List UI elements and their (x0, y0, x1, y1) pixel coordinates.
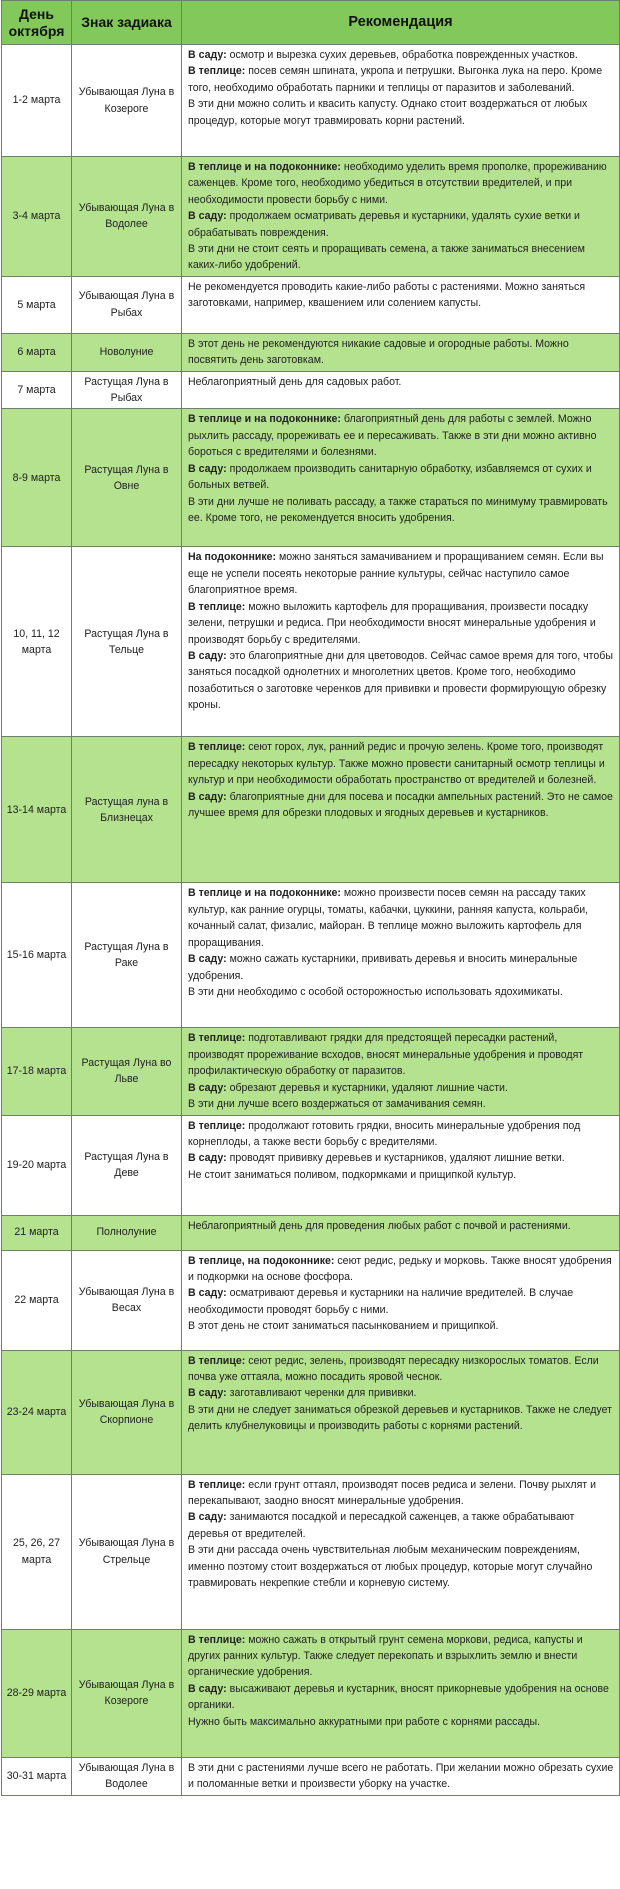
header-recommendation: Рекомендация (182, 1, 620, 45)
moon-sign-cell: Растущая Луна в Раке (72, 883, 182, 1028)
recommendation-paragraph (188, 599, 614, 648)
moon-sign-cell: Полнолуние (72, 1215, 182, 1250)
recommendation-text: продолжают готовить грядки, вносить минеральные удобрения под корнеплоды, а также вести борьбу с вредителями. (188, 1119, 581, 1148)
recommendation-cell (182, 333, 620, 371)
section-label: В саду: (188, 462, 227, 475)
table-row (2, 737, 620, 883)
table-row (2, 547, 620, 737)
recommendation-paragraph (188, 648, 614, 714)
table-row (2, 1250, 620, 1350)
recommendation-paragraph (188, 1167, 614, 1183)
recommendation-paragraph (188, 885, 614, 951)
recommendation-paragraph (188, 1150, 614, 1166)
recommendation-text: осматривают деревья и кустарники на наличие вредителей. В случае необходимости проводят борьбу с ними. (188, 1287, 574, 1316)
day-cell: 7 марта (2, 371, 72, 409)
recommendation-paragraph (188, 63, 614, 96)
moon-sign-cell: Убывающая Луна в Водолее (72, 1757, 182, 1795)
recommendation-text: В эти дни с растениями лучше всего не работать. При желании можно обрезать сухие и поломанные ветки и произвести уборку на участке. (188, 1761, 614, 1790)
recommendation-paragraph (188, 1509, 614, 1542)
recommendation-text: сеют горох, лук, ранний редис и прочую зелень. Кроме того, производят пересадку некоторых культур. Также можно провести санитарный осмотр теплицы и культур и при необходимости обработать пространство от вредителей и болезней. (188, 741, 605, 787)
section-label: В саду: (188, 1511, 227, 1524)
section-label: В саду: (188, 210, 227, 223)
recommendation-paragraph (188, 1385, 614, 1401)
recommendation-cell (182, 1629, 620, 1757)
section-label: В теплице и на подоконнике: (188, 887, 341, 900)
recommendation-cell (182, 371, 620, 409)
recommendation-text: посев семян шпината, укропа и петрушки. Выгонка лука на перо. Кроме того, необходимо обработать парники и теплицы от паразитов и заболеваний. (188, 65, 603, 94)
recommendation-text: Неблагоприятный день для проведения любых работ с почвой и растениями. (188, 1219, 571, 1232)
moon-sign-cell: Убывающая Луна в Козероге (72, 1629, 182, 1757)
moon-sign-cell: Убывающая Луна в Скорпионе (72, 1350, 182, 1474)
recommendation-paragraph (188, 739, 614, 788)
table-row (2, 1474, 620, 1629)
table-row (2, 276, 620, 333)
recommendation-cell (182, 883, 620, 1028)
moon-sign-cell: Новолуние (72, 333, 182, 371)
recommendation-text: В эти дни лучше не поливать рассаду, а также стараться по минимуму травмировать ее. Кроме того, не рекомендуется вносить удобрения. (188, 495, 608, 524)
recommendation-cell (182, 276, 620, 333)
section-label: В теплице, на подоконнике: (188, 1254, 335, 1267)
day-cell: 21 марта (2, 1215, 72, 1250)
moon-sign-cell: Растущая луна в Близнецах (72, 737, 182, 883)
recommendation-text: продолжаем производить санитарную обработку, избавляемся от сухих и больных ветвей. (188, 462, 592, 492)
table-row (2, 409, 620, 547)
recommendation-text: В эти дни необходимо с особой осторожностью использовать ядохимикаты. (188, 985, 563, 998)
day-cell: 22 марта (2, 1250, 72, 1350)
table-row (2, 333, 620, 371)
day-cell: 28-29 марта (2, 1629, 72, 1757)
section-label: В теплице: (188, 1354, 246, 1367)
section-label: В саду: (188, 1152, 227, 1165)
section-label: В теплице и на подоконнике: (188, 161, 341, 173)
recommendation-text: это благоприятные дни для цветоводов. Сейчас самое время для того, чтобы заняться посадкой однолетних и многолетних цветов. Кроме того, необходимо позаботиться о заготовке черенков для прививки и провести формирующую обрезку кроны. (188, 649, 613, 712)
day-cell: 15-16 марта (2, 883, 72, 1028)
recommendation-text: обрезают деревья и кустарники, удаляют лишние части. (226, 1081, 508, 1094)
day-cell: 5 марта (2, 276, 72, 333)
recommendation-text: проводят прививку деревьев и кустарников, удаляют лишние ветки. (226, 1152, 565, 1165)
table-row (2, 1215, 620, 1250)
section-label: В саду: (188, 49, 227, 61)
recommendation-paragraph (188, 984, 614, 1000)
moon-sign-cell: Убывающая Луна в Козероге (72, 45, 182, 157)
recommendation-paragraph (188, 411, 614, 460)
day-cell: 17-18 марта (2, 1028, 72, 1115)
day-cell: 19-20 марта (2, 1115, 72, 1215)
recommendation-text: В эти дни не следует заниматься обрезкой деревьев и кустарников. Также не следует делить клубнелуковицы и производить работы с корнями растений. (188, 1403, 613, 1433)
recommendation-paragraph (188, 1632, 614, 1681)
recommendation-paragraph (188, 1118, 614, 1151)
recommendation-paragraph (188, 461, 614, 494)
recommendation-text: Не рекомендуется проводить какие-либо работы с растениями. Можно заняться заготовками, например, квашением или солением капусты. (188, 280, 586, 310)
recommendation-cell (182, 45, 620, 157)
recommendation-paragraph (188, 1218, 614, 1234)
recommendation-paragraph (188, 1096, 614, 1112)
recommendation-paragraph (188, 279, 614, 312)
moon-sign-cell: Растущая Луна в Деве (72, 1115, 182, 1215)
section-label: В теплице: (188, 741, 246, 754)
day-cell: 3-4 марта (2, 157, 72, 277)
header-row (2, 1, 620, 45)
recommendation-text: можно выложить картофель для проращивания, произвести посадку зелени, петрушки и редиса. При необходимости вносят минеральные удобрения и производят борьбу с вредителями. (188, 600, 596, 646)
moon-sign-cell: Убывающая Луна в Весах (72, 1250, 182, 1350)
table-row (2, 1757, 620, 1795)
recommendation-paragraph (188, 336, 614, 369)
recommendation-paragraph (188, 789, 614, 822)
recommendation-paragraph (188, 549, 614, 598)
section-label: В теплице: (188, 1032, 246, 1045)
section-label: В теплице: (188, 1119, 246, 1132)
moon-calendar-table (1, 0, 620, 1796)
recommendation-text: сеют редис, редьку и морковь. Также вносят удобрения и подкормки на основе фосфора. (188, 1254, 612, 1283)
recommendation-text: необходимо уделить время прополке, прореживанию саженцев. Кроме того, необходимо убедиться в отсутствии вредителей, и при необходимости провести борьбу с ними. (188, 161, 607, 206)
recommendation-paragraph (188, 374, 614, 390)
recommendation-cell (182, 1757, 620, 1795)
recommendation-paragraph (188, 951, 614, 984)
section-label: В саду: (188, 1682, 227, 1695)
section-label: В саду: (188, 790, 227, 803)
recommendation-paragraph (188, 1030, 614, 1079)
table-row (2, 883, 620, 1028)
section-label: В саду: (188, 1287, 227, 1300)
day-cell: 25, 26, 27 марта (2, 1474, 72, 1629)
recommendation-paragraph (188, 1402, 614, 1435)
recommendation-text: подготавливают грядки для предстоящей пересадки растений, производят прореживание всходов, вносят минеральные удобрения и проводят профилактическую обработку от паразитов. (188, 1032, 584, 1078)
recommendation-cell (182, 1028, 620, 1115)
moon-sign-cell: Убывающая Луна в Водолее (72, 157, 182, 277)
recommendation-cell (182, 1474, 620, 1629)
recommendation-paragraph (188, 1080, 614, 1096)
recommendation-paragraph (188, 1353, 614, 1386)
day-cell: 23-24 марта (2, 1350, 72, 1474)
section-label: В теплице: (188, 1633, 246, 1646)
day-cell: 10, 11, 12 марта (2, 547, 72, 737)
recommendation-text: В этот день не стоит заниматься пасынкованием и прищипкой. (188, 1320, 499, 1333)
recommendation-text: можно сажать в открытый грунт семена моркови, редиса, капусты и других ранних культур. Также следует перекопать и взрыхлить землю и внести органические удобрения. (188, 1633, 583, 1679)
recommendation-paragraph (188, 241, 614, 274)
recommendation-cell (182, 737, 620, 883)
recommendation-text: благоприятные дни для посева и посадки ампельных растений. Это не самое лучшее время для обрезки плодовых и ягодных деревьев и кустарников. (188, 790, 613, 820)
recommendation-paragraph (188, 47, 614, 63)
recommendation-text: В эти дни не стоит сеять и проращивать семена, а также заниматься внесением каких-либо удобрений. (188, 243, 585, 272)
table-row (2, 1028, 620, 1115)
recommendation-text: продолжаем осматривать деревья и кустарники, удалять сухие ветки и обрабатывать повреждения. (188, 210, 580, 239)
section-label: В саду: (188, 1387, 227, 1400)
recommendation-text: Неблагоприятный день для садовых работ. (188, 375, 402, 388)
day-cell: 8-9 марта (2, 409, 72, 547)
table-row (2, 1629, 620, 1757)
recommendation-text: В этот день не рекомендуются никакие садовые и огородные работы. Можно посвятить день заготовкам. (188, 337, 569, 367)
recommendation-paragraph (188, 1681, 614, 1714)
recommendation-cell (182, 1350, 620, 1474)
table-row (2, 157, 620, 277)
moon-sign-cell: Растущая Луна в Овне (72, 409, 182, 547)
moon-sign-cell: Растущая Луна во Льве (72, 1028, 182, 1115)
section-label: В саду: (188, 953, 227, 966)
section-label: В теплице и на подоконнике: (188, 413, 341, 426)
recommendation-cell (182, 157, 620, 277)
section-label: В теплице: (188, 65, 246, 78)
recommendation-paragraph (188, 159, 614, 208)
recommendation-text: можно заняться замачиванием и проращиванием семян. Если вы еще не успели посеять некоторые ранние культуры, сейчас наступило самое благоприятное время. (188, 551, 604, 597)
section-label: В теплице: (188, 1478, 246, 1491)
recommendation-text: благоприятный день для работы с землей. Можно рыхлить рассаду, прореживать ее и пересаживать. Также в эти дни можно активно бороться с вредителями и болезнями. (188, 413, 597, 459)
moon-sign-cell: Растущая Луна в Рыбах (72, 371, 182, 409)
recommendation-paragraph (188, 1253, 614, 1286)
recommendation-paragraph (188, 494, 614, 527)
recommendation-cell (182, 1250, 620, 1350)
recommendation-text: В эти дни можно солить и квасить капусту. Однако стоит воздержаться от любых процедур, которые могут травмировать корни растений. (188, 98, 588, 127)
section-label: В теплице: (188, 600, 246, 613)
table-row (2, 1350, 620, 1474)
recommendation-text: можно сажать кустарники, прививать деревья и вносить минеральные удобрения. (188, 953, 578, 982)
day-cell: 6 марта (2, 333, 72, 371)
day-cell: 1-2 марта (2, 45, 72, 157)
recommendation-text: Не стоит заниматься поливом, подкормками и прищипкой культур. (188, 1168, 517, 1181)
header-day: День октября (2, 1, 72, 45)
table-row (2, 45, 620, 157)
section-label: На подоконнике: (188, 551, 277, 564)
recommendation-text: В эти дни рассада очень чувствительная любым механическим повреждениям, именно поэтому стоит воздержаться от любых процедур, которые могут случайно травмировать некрепкие стебли и корневую систему. (188, 1544, 593, 1589)
recommendation-text: можно произвести посев семян на рассаду таких культур, как ранние огурцы, томаты, кабачки, цуккини, ранняя капуста, кольраби, кочанный салат, физалис, майоран. В теплице можно выложить картофель для проращивания. (188, 887, 589, 949)
recommendation-text: Нужно быть максимально аккуратными при работе с корнями рассады. (188, 1715, 541, 1728)
recommendation-paragraph (188, 1285, 614, 1318)
recommendation-text: занимаются посадкой и пересадкой саженцев, а также обрабатывают деревья от вредителей. (188, 1511, 575, 1540)
moon-sign-cell: Убывающая Луна в Стрельце (72, 1474, 182, 1629)
recommendation-paragraph (188, 1477, 614, 1510)
table-body (2, 45, 620, 1796)
recommendation-text: высаживают деревья и кустарник, вносят прикорневые удобрения на основе органики. (188, 1682, 609, 1712)
day-cell: 13-14 марта (2, 737, 72, 883)
recommendation-cell (182, 1215, 620, 1250)
recommendation-paragraph (188, 1760, 614, 1793)
table-row (2, 371, 620, 409)
section-label: В саду: (188, 1081, 227, 1094)
recommendation-text: если грунт оттаял, производят посев редиса и зелени. Почву рыхлят и перекапывают, заодно вносят минеральные удобрения. (188, 1478, 597, 1507)
recommendation-text: осмотр и вырезка сухих деревьев, обработка поврежденных участков. (226, 49, 578, 61)
recommendation-cell (182, 1115, 620, 1215)
recommendation-cell (182, 409, 620, 547)
recommendation-text: сеют редис, зелень, производят пересадку низкорослых томатов. Если почва уже оттаяла, можно посадить яровой чеснок. (188, 1354, 599, 1383)
moon-sign-cell: Убывающая Луна в Рыбах (72, 276, 182, 333)
recommendation-text: В эти дни лучше всего воздержаться от замачивания семян. (188, 1098, 486, 1111)
day-cell: 30-31 марта (2, 1757, 72, 1795)
recommendation-paragraph (188, 1318, 614, 1334)
recommendation-paragraph (188, 1542, 614, 1591)
moon-sign-cell: Растущая Луна в Тельце (72, 547, 182, 737)
recommendation-cell (182, 547, 620, 737)
recommendation-paragraph (188, 96, 614, 129)
recommendation-text: заготавливают черенки для прививки. (226, 1387, 417, 1400)
recommendation-paragraph (188, 208, 614, 241)
header-sign: Знак задиака (72, 1, 182, 45)
recommendation-paragraph (188, 1714, 614, 1730)
table-row (2, 1115, 620, 1215)
section-label: В саду: (188, 649, 227, 662)
